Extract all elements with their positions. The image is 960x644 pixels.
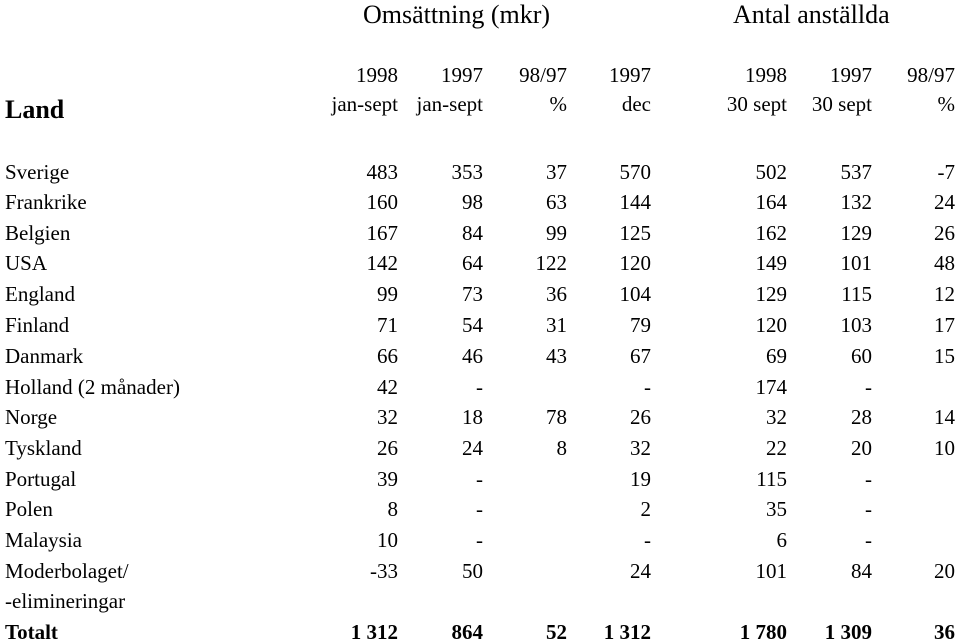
table-cell: 164 <box>755 190 787 214</box>
table-cell: -33 <box>370 559 398 583</box>
row-label: Tyskland <box>5 436 82 460</box>
column-header-7-line1: 98/97 <box>907 63 955 87</box>
table-cell: 122 <box>535 251 567 275</box>
table-cell: 115 <box>756 467 787 491</box>
table-cell: 26 <box>934 221 955 245</box>
table-cell: 1 312 <box>603 620 651 644</box>
table-cell: - <box>476 467 483 491</box>
table-cell: 15 <box>934 344 955 368</box>
row-label: Totalt <box>5 620 58 644</box>
table-cell: 142 <box>366 251 398 275</box>
table-cell: 14 <box>934 405 955 429</box>
column-header-3-line1: 98/97 <box>519 63 567 87</box>
employees-group-title: Antal anställda <box>733 0 890 29</box>
table-cell: 24 <box>934 190 955 214</box>
table-cell: 50 <box>462 559 483 583</box>
row-label: USA <box>5 251 48 275</box>
table-cell: 864 <box>451 620 483 644</box>
table-cell: - <box>476 528 483 552</box>
table-cell: 101 <box>755 559 787 583</box>
table-cell: 103 <box>840 313 872 337</box>
table-cell: 144 <box>619 190 651 214</box>
column-header-2-line2: jan-sept <box>416 92 483 116</box>
table-cell: - <box>865 497 872 521</box>
table-cell: 60 <box>851 344 872 368</box>
column-header-6-line1: 1997 <box>830 63 872 87</box>
column-header-7-line2: % <box>937 92 955 116</box>
table-cell: 66 <box>377 344 398 368</box>
table-cell: 35 <box>766 497 787 521</box>
table-cell: 99 <box>377 282 398 306</box>
row-label: Polen <box>5 497 53 521</box>
column-header-1-line1: 1998 <box>356 63 398 87</box>
table-cell: 20 <box>851 436 872 460</box>
row-label: -elimineringar <box>5 589 126 613</box>
column-header-4-line2: dec <box>621 92 651 116</box>
row-label: Danmark <box>5 344 84 368</box>
table-cell: -7 <box>937 160 955 184</box>
table-cell: 101 <box>840 251 872 275</box>
table-cell: 71 <box>377 313 398 337</box>
table-cell: 167 <box>366 221 398 245</box>
table-cell: 353 <box>451 160 483 184</box>
row-label: Finland <box>5 313 70 337</box>
table-cell: 132 <box>840 190 872 214</box>
row-label: England <box>5 282 75 306</box>
table-cell: - <box>865 467 872 491</box>
table-cell: - <box>644 375 651 399</box>
row-label: Norge <box>5 405 58 429</box>
table-cell: 129 <box>755 282 787 306</box>
table-cell: 63 <box>546 190 567 214</box>
revenue-group-title: Omsättning (mkr) <box>363 0 551 29</box>
table-cell: 17 <box>934 313 955 337</box>
table-cell: 78 <box>546 405 567 429</box>
table-cell: 24 <box>462 436 483 460</box>
table-cell: 19 <box>630 467 651 491</box>
row-label: Moderbolaget/ <box>5 559 129 583</box>
table-cell: 36 <box>934 620 955 644</box>
table-cell: 20 <box>934 559 955 583</box>
land-column-header: Land <box>5 95 65 124</box>
table-cell: 125 <box>619 221 651 245</box>
table-cell: 52 <box>546 620 567 644</box>
table-cell: 162 <box>755 221 787 245</box>
table-cell: 104 <box>619 282 651 306</box>
table-cell: 570 <box>619 160 651 184</box>
table-cell: 149 <box>755 251 787 275</box>
table-cell: 502 <box>755 160 787 184</box>
table-cell: 26 <box>630 405 651 429</box>
table-cell: 129 <box>840 221 872 245</box>
table-cell: 73 <box>462 282 483 306</box>
row-label: Holland (2 månader) <box>5 375 180 399</box>
table-cell: 537 <box>840 160 872 184</box>
table-cell: 39 <box>377 467 398 491</box>
table-cell: 1 309 <box>824 620 872 644</box>
table-cell: 120 <box>619 251 651 275</box>
table-cell: 31 <box>546 313 567 337</box>
table-cell: 32 <box>766 405 787 429</box>
table-cell: 84 <box>851 559 872 583</box>
table-cell: 99 <box>546 221 567 245</box>
table-cell: 32 <box>630 436 651 460</box>
column-header-5-line1: 1998 <box>745 63 787 87</box>
table-cell: 46 <box>462 344 483 368</box>
column-header-2-line1: 1997 <box>441 63 483 87</box>
table-cell: 24 <box>630 559 651 583</box>
table-cell: 22 <box>766 436 787 460</box>
table-cell: 42 <box>377 375 398 399</box>
table-cell: 28 <box>851 405 872 429</box>
row-label: Sverige <box>5 160 70 184</box>
table-cell: 69 <box>766 344 787 368</box>
table-cell: 48 <box>934 251 955 275</box>
table-cell: - <box>865 528 872 552</box>
table-cell: 54 <box>462 313 483 337</box>
table-cell: 18 <box>462 405 483 429</box>
column-header-1-line2: jan-sept <box>331 92 398 116</box>
column-header-6-line2: 30 sept <box>811 92 872 116</box>
table-cell: 8 <box>387 497 398 521</box>
table-cell: - <box>865 375 872 399</box>
table-cell: 6 <box>776 528 787 552</box>
table-cell: 120 <box>755 313 787 337</box>
table-cell: 10 <box>377 528 398 552</box>
table-cell: 37 <box>546 160 567 184</box>
table-cell: - <box>476 497 483 521</box>
row-label: Belgien <box>5 221 71 245</box>
table-cell: 1 780 <box>739 620 787 644</box>
table-cell: 115 <box>841 282 872 306</box>
table-cell: 483 <box>366 160 398 184</box>
row-label: Frankrike <box>5 190 87 214</box>
table-cell: 64 <box>462 251 483 275</box>
column-header-3-line2: % <box>549 92 567 116</box>
table-cell: 8 <box>556 436 567 460</box>
table-cell: 67 <box>630 344 651 368</box>
table-cell: - <box>476 375 483 399</box>
row-label: Malaysia <box>5 528 82 552</box>
table-cell: 36 <box>546 282 567 306</box>
table-cell: 1 312 <box>350 620 398 644</box>
column-header-4-line1: 1997 <box>609 63 651 87</box>
table-cell: 32 <box>377 405 398 429</box>
table-cell: - <box>644 528 651 552</box>
table-cell: 26 <box>377 436 398 460</box>
table-cell: 160 <box>366 190 398 214</box>
table-cell: 174 <box>755 375 787 399</box>
table-cell: 2 <box>640 497 651 521</box>
table-cell: 12 <box>934 282 955 306</box>
table-cell: 79 <box>630 313 651 337</box>
table-cell: 84 <box>462 221 483 245</box>
column-header-5-line2: 30 sept <box>726 92 787 116</box>
table-cell: 98 <box>462 190 483 214</box>
table-cell: 10 <box>934 436 955 460</box>
table-cell: 43 <box>546 344 567 368</box>
row-label: Portugal <box>5 467 77 491</box>
